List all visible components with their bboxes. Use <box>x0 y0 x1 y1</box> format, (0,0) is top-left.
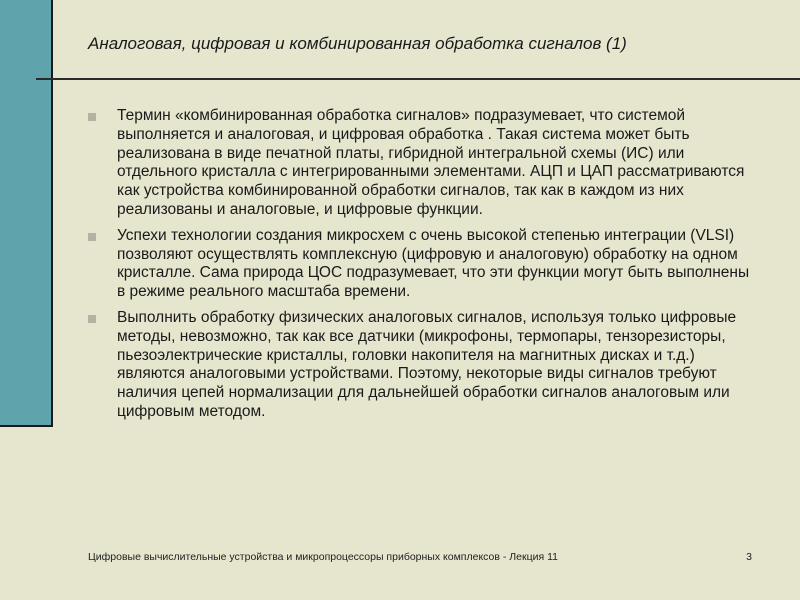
bullet-square-icon <box>88 113 96 121</box>
title-divider <box>36 78 800 80</box>
bullet-item <box>88 309 758 422</box>
bullet-list <box>88 107 758 429</box>
bullet-item <box>88 107 758 220</box>
side-bar-decoration <box>0 0 53 427</box>
page-number: 3 <box>746 551 752 563</box>
bullet-item <box>88 227 758 302</box>
footer-text: Цифровые вычислительные устройства и микропроцессоры приборных комплексов - Лекция 11 <box>88 551 558 563</box>
bullet-square-icon <box>88 315 96 323</box>
bullet-square-icon <box>88 233 96 241</box>
bullet-text: Термин «комбинированная обработка сигналов» подразумевает, что системой выполняется и аналоговая, и цифровая обработка . Такая система может быть реализована в виде печатной платы, гибридной интегральной схемы (ИС) или отдельного кристалла с интегрированными элементами. АЦП и ЦАП рассматриваются как устройства комбинированной обработки сигналов, так как в каждом из них реализованы и аналоговые, и цифровые функции. <box>117 107 745 218</box>
bullet-text: Выполнить обработку физических аналоговых сигналов, используя только цифровые методы, невозможно, так как все датчики (микрофоны, термопары, тензорезисторы, пьезоэлектрические кристаллы, головки накопителя на магнитных дисках и т.д.) являются аналоговыми устройствами. Поэтому, некоторые виды сигналов требуют наличия цепей нормализации для дальнейшей обработки сигналов аналоговым или цифровым методом. <box>117 308 737 420</box>
bullet-text: Успехи технологии создания микросхем с очень высокой степенью интеграции (VLSI) позволяют осуществлять комплексную (цифровую и аналоговую) обработку на одном кристалле. Сама природа ЦОС подразумевает, что эти функции могут быть выполнены в режиме реального масштаба времени. <box>117 226 750 301</box>
slide-title: Аналоговая, цифровая и комбинированная обработка сигналов (1) <box>88 34 627 53</box>
